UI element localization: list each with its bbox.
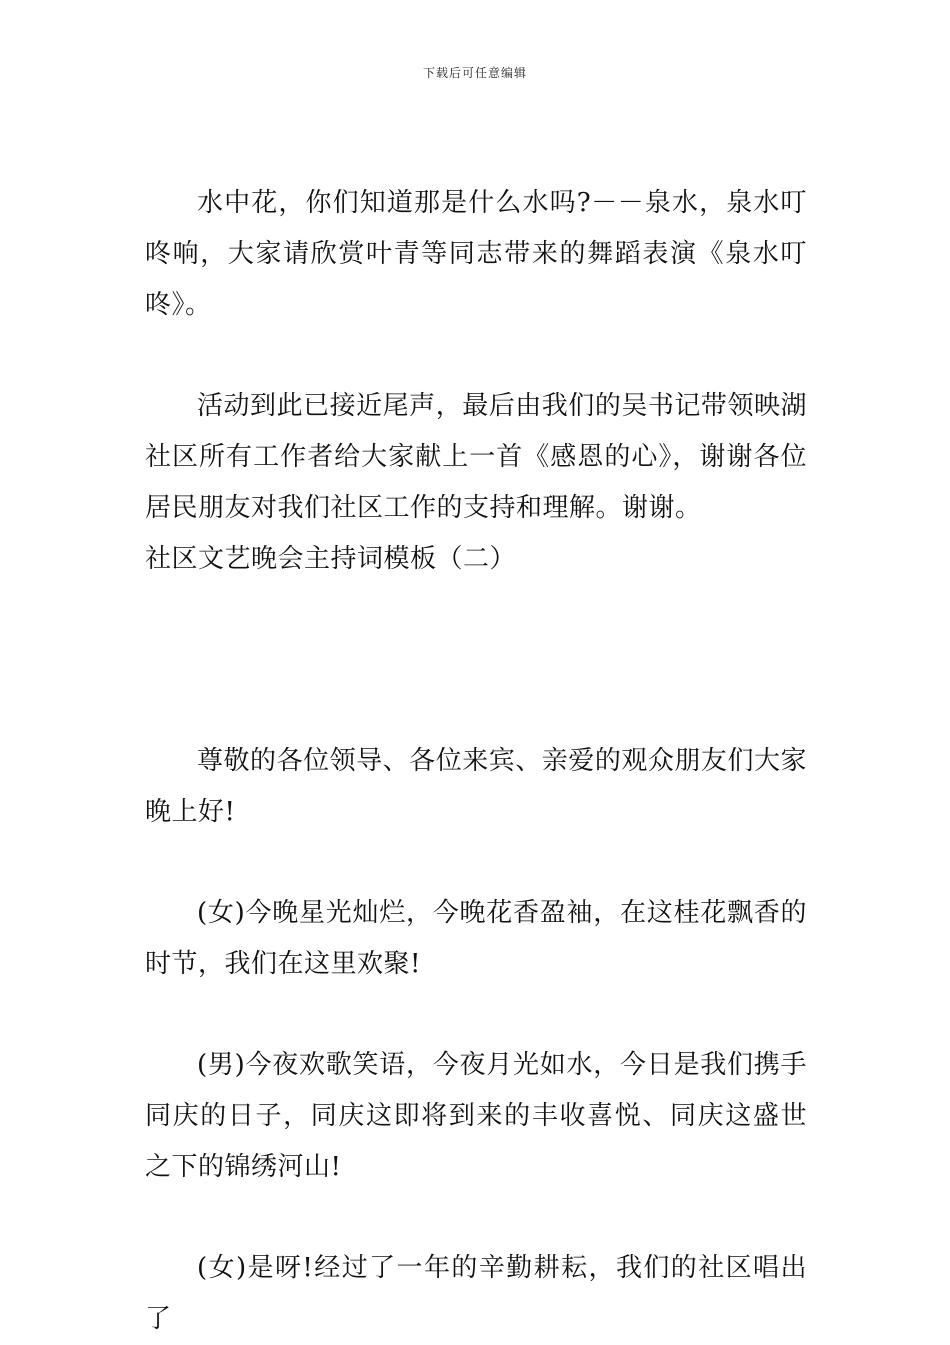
- paragraph-closing: 活动到此已接近尾声，最后由我们的吴书记带领映湖社区所有工作者给大家献上一首《感恩的心》，谢谢各位居民朋友对我们社区工作的支持和理解。谢谢。: [145, 391, 807, 523]
- document-body: [145, 178, 807, 1345]
- section-title: 社区文艺晚会主持词模板（二）: [145, 544, 517, 574]
- paragraph-spring-water: 水中花，你们知道那是什么水吗?－－泉水，泉水叮咚响，大家请欣赏叶青等同志带来的舞蹈表演《泉水叮咚》。: [145, 188, 807, 320]
- page-header-note: 下载后可任意编辑: [422, 66, 527, 80]
- paragraph-female-host-1: (女)今晚星光灿烂，今晚花香盈袖，在这桂花飘香的时节，我们在这里欢聚!: [145, 898, 807, 979]
- paragraph-male-host-1: (男)今夜欢歌笑语，今夜月光如水，今日是我们携手同庆的日子，同庆这即将到来的丰收喜悦、同庆这盛世之下的锦绣河山!: [145, 1050, 807, 1182]
- paragraph-greeting: 尊敬的各位领导、各位来宾、亲爱的观众朋友们大家晚上好!: [145, 746, 807, 827]
- paragraph-female-host-2: (女)是呀!经过了一年的辛勤耕耘，我们的社区唱出了: [145, 1253, 807, 1334]
